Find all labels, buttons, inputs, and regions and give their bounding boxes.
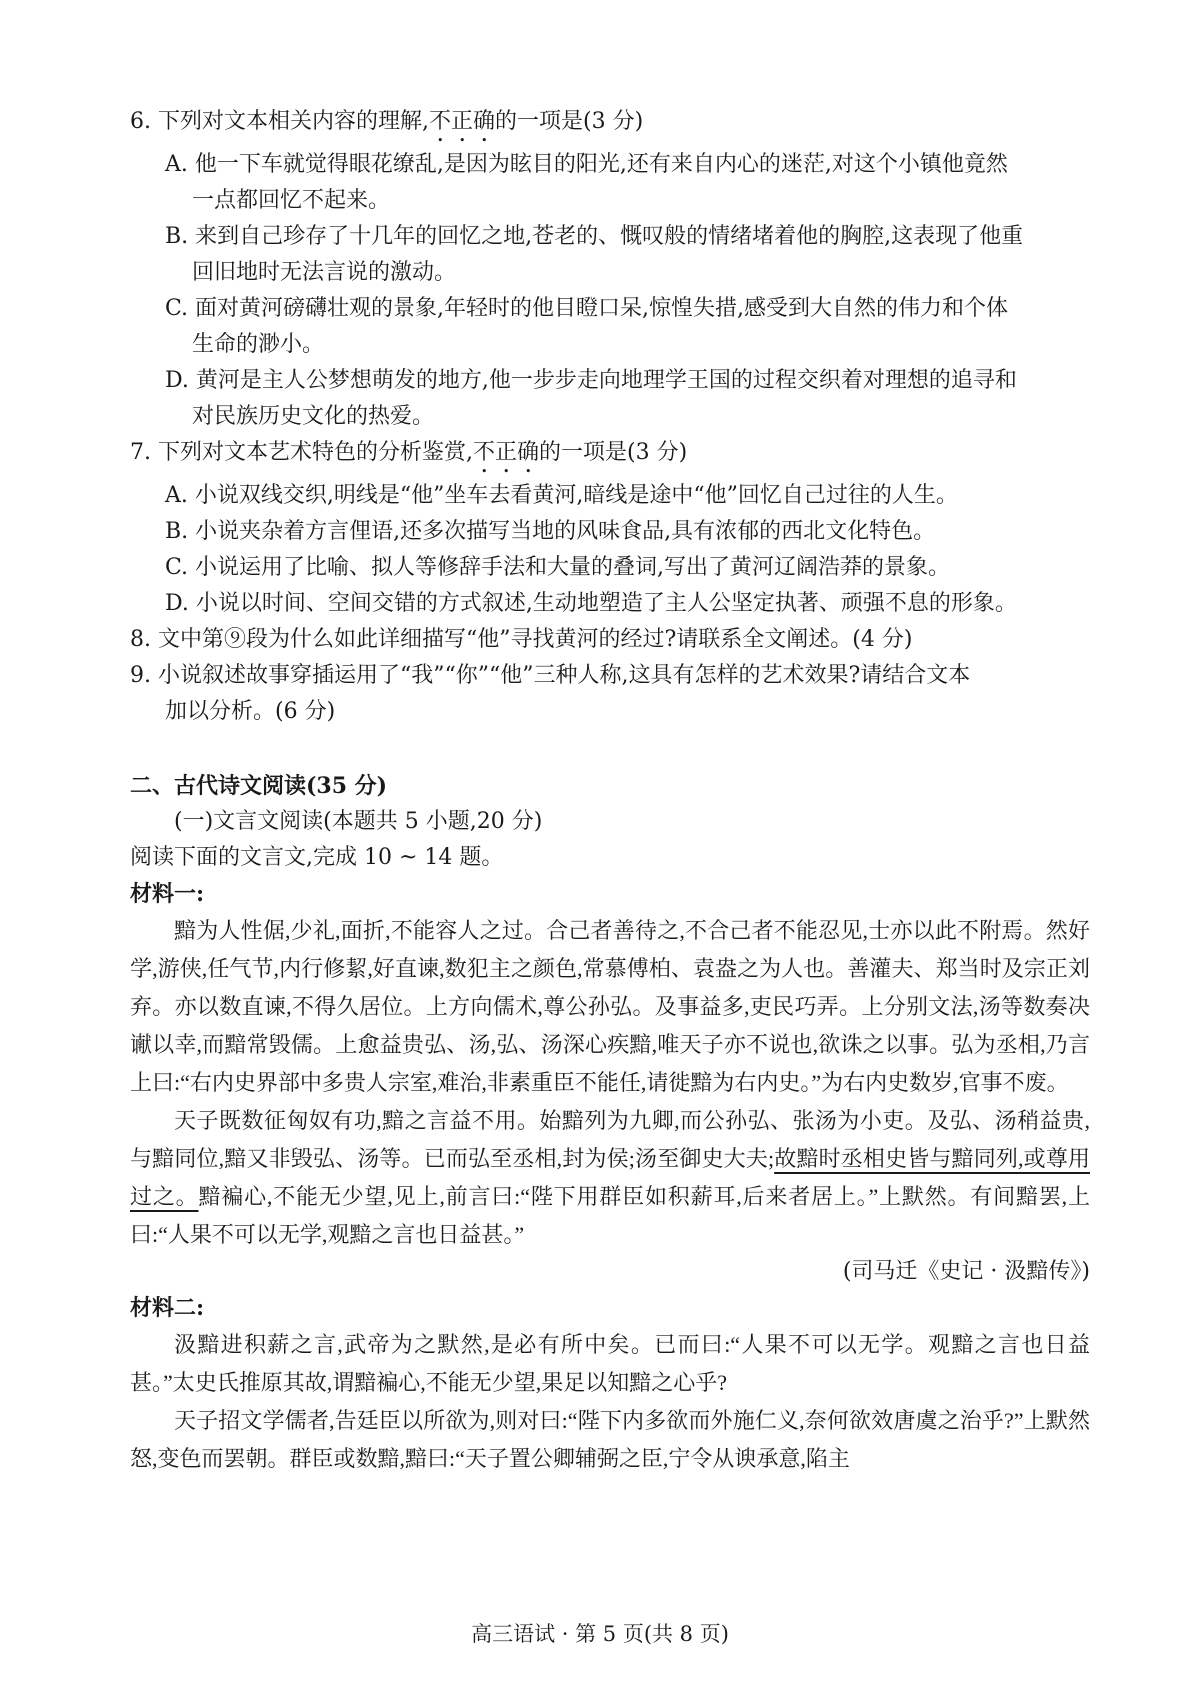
stem-suffix: 的一项是(3 分) xyxy=(495,109,644,134)
page-content xyxy=(130,104,1090,1478)
question-9: 9. 小说叙述故事穿插运用了“我”“你”“他”三种人称,这具有怎样的艺术效果?请结合文本 xyxy=(130,663,971,688)
section-2-subtitle: (一)文言文阅读(本题共 5 小题,20 分) xyxy=(174,809,543,834)
material-2-paragraph-1: 汲黯进积薪之言,武帝为之默然,是必有所中矣。已而曰:“人果不可以无学。观黯之言也日益甚。”太史氏推原其故,谓黯褊心,不能无少望,果足以知黯之心乎? xyxy=(130,1332,1090,1395)
paragraph-text: 黯褊心,不能无少望,见上,前言曰:“陛下用群臣如积薪耳,后来者居上。”上默然。有间黯罢,上曰:“人果不可以无学,观黯之言也日益甚。” xyxy=(130,1184,1090,1247)
section-2-instruction: 阅读下面的文言文,完成 10 ~ 14 题。 xyxy=(130,845,504,870)
section-2-title: 二、古代诗文阅读(35 分) xyxy=(130,773,388,799)
underlined-sentence: 故黯时丞相史皆与黯同列,或尊用过之。 xyxy=(130,1146,1090,1209)
stem-prefix: 7. 下列对文本艺术特色的分析鉴赏, xyxy=(130,440,473,465)
q6-option-d-cont: 对民族历史文化的热爱。 xyxy=(192,404,435,429)
q7-option-b: B. 小说夹杂着方言俚语,还多次描写当地的风味食品,具有浓郁的西北文化特色。 xyxy=(165,519,936,544)
q6-option-c: C. 面对黄河磅礴壮观的景象,年轻时的他目瞪口呆,惊惶失措,感受到大自然的伟力和个体 xyxy=(165,296,1009,321)
question-8: 8. 文中第⑨段为什么如此详细描写“他”寻找黄河的经过?请联系全文阐述。(4 分) xyxy=(130,627,913,652)
stem-emphasis: 不正确 xyxy=(472,440,539,465)
material-1-paragraph-2 xyxy=(130,1102,1090,1254)
material-2-paragraph-2: 天子招文学儒者,告廷臣以所欲为,则对曰:“陛下内多欲而外施仁义,奈何欲效唐虞之治乎?”上默然怒,变色而罢朝。群臣或数黯,黯曰:“天子置公卿辅弼之臣,宁令从谀承意,陷主 xyxy=(130,1408,1090,1471)
q6-option-d: D. 黄河是主人公梦想萌发的地方,他一步步走向地理学王国的过程交织着对理想的追寻和 xyxy=(165,368,1017,393)
material-1-paragraph-1: 黯为人性倨,少礼,面折,不能容人之过。合己者善待之,不合己者不能忍见,士亦以此不附焉。然好学,游侠,任气节,内行修絜,好直谏,数犯主之颜色,常慕傅柏、袁盎之为人也。善灌夫、郑当时及宗正刘弃。亦以数直谏,不得久居位。上方向儒术,尊公孙弘。及事益多,吏民巧弄。上分别文法,汤等数奏决谳以幸,而黯常毁儒。上愈益贵弘、汤,弘、汤深心疾黯,唯天子亦不说也,欲诛之以事。弘为丞相,乃言上曰:“右内史界部中多贵人宗室,难治,非素重臣不能任,请徙黯为右内史。”为右内史数岁,官事不废。 xyxy=(130,918,1090,1095)
stem-emphasis: 不正确 xyxy=(428,109,495,134)
question-7-stem xyxy=(130,435,1090,478)
question-9-cont: 加以分析。(6 分) xyxy=(165,699,336,724)
q6-option-c-cont: 生命的渺小。 xyxy=(192,332,325,357)
page-footer: 高三语试 · 第 5 页(共 8 页) xyxy=(471,1622,729,1646)
q7-option-c: C. 小说运用了比喻、拟人等修辞手法和大量的叠词,写出了黄河辽阔浩莽的景象。 xyxy=(165,555,951,580)
q6-option-b-cont: 回旧地时无法言说的激动。 xyxy=(192,260,457,285)
q6-option-a: A. 他一下车就觉得眼花缭乱,是因为眩目的阳光,还有来自内心的迷茫,对这个小镇他竟然 xyxy=(165,152,1008,177)
q7-option-a: A. 小说双线交织,明线是“他”坐车去看黄河,暗线是途中“他”回忆自己过往的人生。 xyxy=(165,483,958,508)
stem-suffix: 的一项是(3 分) xyxy=(539,440,688,465)
paragraph-text: 天子既数征匈奴有功,黯之言益不用。始黯列为九卿,而公孙弘、张汤为小吏。及弘、汤稍益贵,与黯同位,黯又非毁弘、汤等。已而弘至丞相,封为侯;汤至御史大夫; xyxy=(130,1108,1090,1171)
stem-prefix: 6. 下列对文本相关内容的理解, xyxy=(130,109,429,134)
q6-option-b: B. 来到自己珍存了十几年的回忆之地,苍老的、慨叹般的情绪堵着他的胸腔,这表现了他重 xyxy=(165,224,1024,249)
material-2-title: 材料二: xyxy=(130,1295,205,1321)
question-6-stem xyxy=(130,104,1090,147)
q6-option-a-cont: 一点都回忆不起来。 xyxy=(192,188,391,213)
material-1-source: (司马迁《史记 · 汲黯传》) xyxy=(842,1259,1090,1284)
material-1-title: 材料一: xyxy=(130,881,205,907)
q7-option-d: D. 小说以时间、空间交错的方式叙述,生动地塑造了主人公坚定执著、顽强不息的形象。 xyxy=(165,591,1017,616)
